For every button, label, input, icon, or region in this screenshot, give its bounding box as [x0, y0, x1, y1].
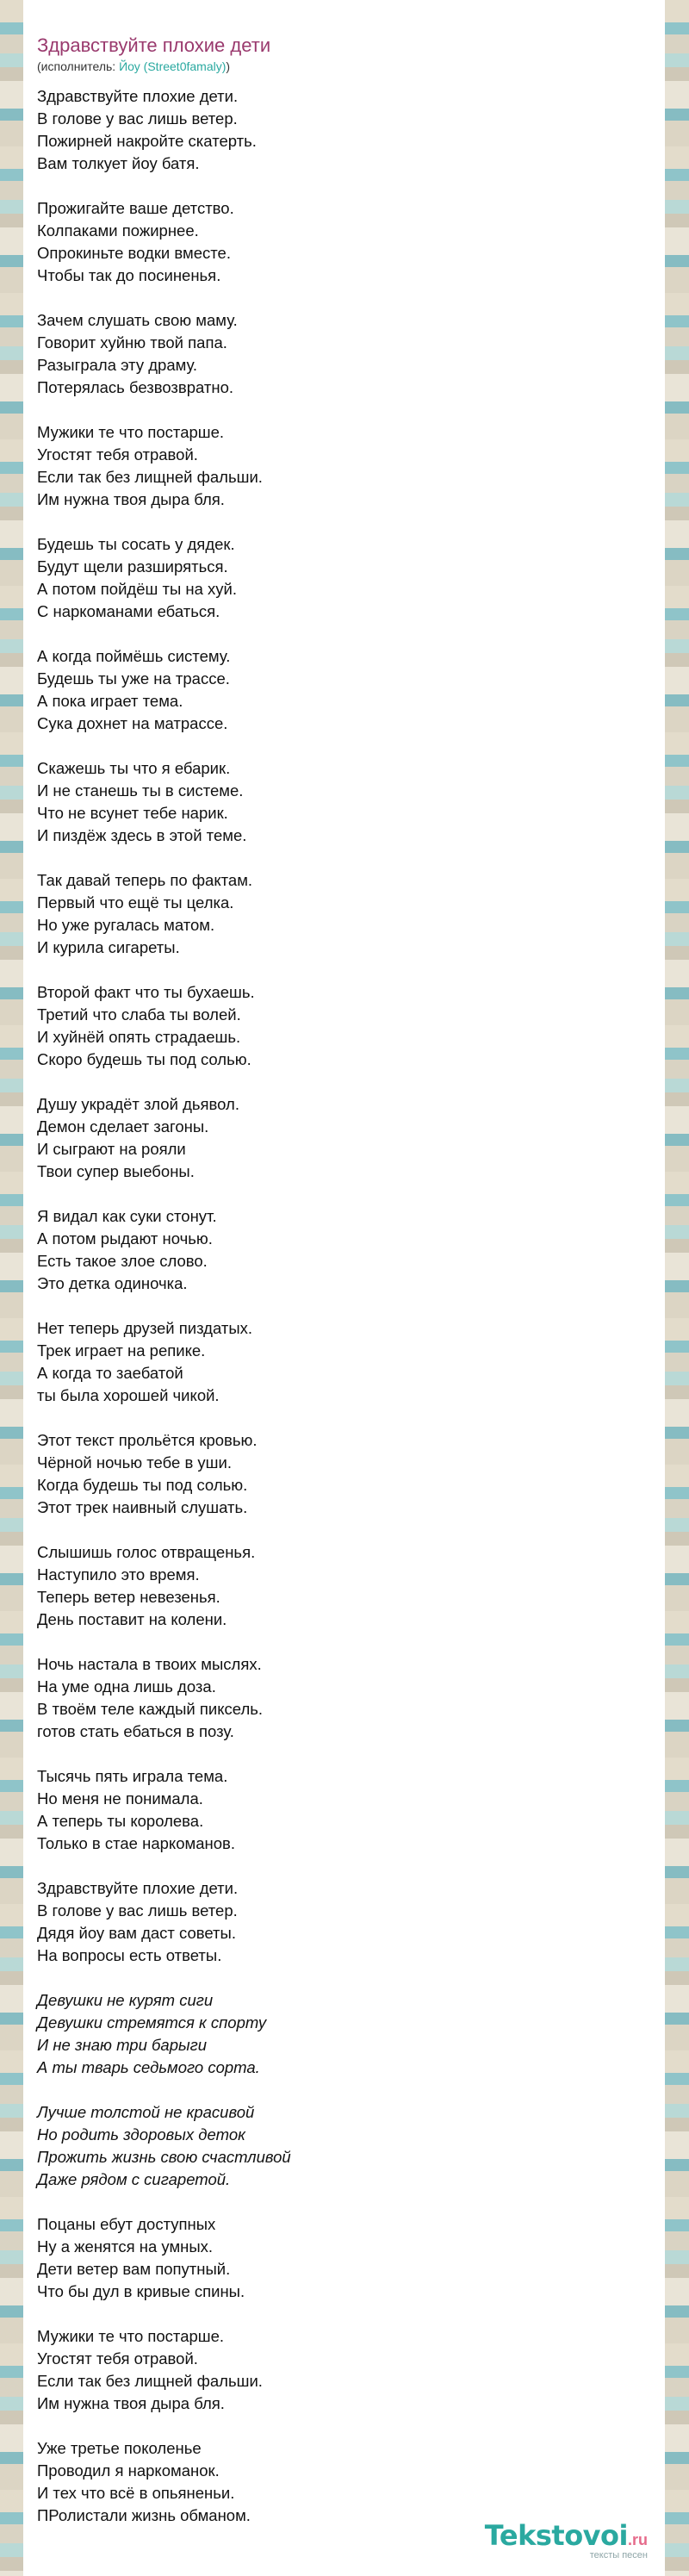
lyric-line: В твоём теле каждый пиксель. — [37, 1700, 264, 1718]
lyric-line: Трек играет на репике. — [37, 1341, 206, 1360]
lyric-line: Девушки не курят сиги — [37, 1991, 214, 2009]
lyrics-stanza — [37, 533, 640, 623]
logo-tld: .ru — [627, 2531, 648, 2548]
lyrics-stanza — [37, 1541, 640, 1631]
lyric-line: А ты тварь седьмого сорта. — [37, 2058, 260, 2076]
lyric-line: Опрокиньте водки вместе. — [37, 244, 231, 262]
logo-tagline: тексты песен — [589, 2550, 648, 2560]
lyric-line: Но меня не понимала. — [37, 1789, 203, 1808]
lyric-line: Даже рядом с сигаретой. — [37, 2170, 231, 2188]
lyric-line: Этот трек наивный слушать. — [37, 1498, 248, 1516]
lyric-line: Зачем слушать свою маму. — [37, 311, 238, 329]
lyrics-stanza — [37, 1653, 640, 1743]
artist-line — [37, 59, 270, 74]
lyrics-stanza — [37, 2325, 640, 2415]
page-container — [23, 0, 665, 2576]
lyric-line: А потом рыдают ночью. — [37, 1229, 213, 1248]
lyric-line: Пожирней накройте скатерть. — [37, 132, 257, 150]
lyric-line: Этот текст прольётся кровью. — [37, 1431, 258, 1449]
lyric-line: Угостят тебя отравой. — [37, 2349, 198, 2368]
lyrics-stanza — [37, 1317, 640, 1407]
lyric-line: На вопросы есть ответы. — [37, 1946, 222, 1964]
lyric-line: Только в стае наркоманов. — [37, 1834, 235, 1852]
lyric-line: Потерялась безвозвратно. — [37, 378, 233, 396]
lyrics-stanza — [37, 2101, 640, 2191]
lyric-line: На уме одна лишь доза. — [37, 1677, 216, 1696]
lyrics-stanza — [37, 421, 640, 511]
lyric-line: Но уже ругалась матом. — [37, 916, 215, 934]
lyric-line: Сука дохнет на матрассе. — [37, 714, 228, 732]
lyric-line: Демон сделает загоны. — [37, 1117, 209, 1136]
lyric-line: И пиздёж здесь в этой теме. — [37, 826, 247, 844]
lyrics-stanza — [37, 1205, 640, 1295]
lyric-line: Вам толкует йоу батя. — [37, 154, 200, 172]
lyric-line: Нет теперь друзей пиздатых. — [37, 1319, 253, 1337]
lyric-line: Будешь ты сосать у дядек. — [37, 535, 235, 553]
lyric-line: Когда будешь ты под солью. — [37, 1476, 248, 1494]
song-header — [37, 34, 270, 74]
lyric-line: Скажешь ты что я ебарик. — [37, 759, 231, 777]
lyric-line: Колпаками пожирнее. — [37, 221, 199, 240]
lyrics-stanza — [37, 309, 640, 399]
song-title: Здравствуйте плохие дети — [37, 34, 271, 56]
artist-suffix: ) — [226, 59, 231, 73]
lyric-line: И не станешь ты в системе. — [37, 781, 244, 800]
lyric-line: Но родить здоровых деток — [37, 2125, 245, 2144]
lyric-line: Говорит хуйню твой папа. — [37, 333, 227, 352]
lyric-line: Чтобы так до посиненья. — [37, 266, 221, 284]
lyric-line: В голове у вас лишь ветер. — [37, 109, 238, 128]
lyric-line: И тех что всё в опьяненьи. — [37, 2484, 235, 2502]
lyric-line: Мужики те что постарше. — [37, 423, 225, 441]
lyrics-stanza — [37, 1877, 640, 1967]
lyric-line: Есть такое злое слово. — [37, 1252, 208, 1270]
lyrics-stanza — [37, 2437, 640, 2527]
lyric-line: Здравствуйте плохие дети. — [37, 1879, 239, 1897]
lyrics-stanza — [37, 1989, 640, 2079]
lyric-line: ПРолистали жизнь обманом. — [37, 2506, 251, 2524]
lyric-line: Угостят тебя отравой. — [37, 445, 198, 464]
lyric-line: А когда то заебатой — [37, 1364, 183, 1382]
lyric-line: И не знаю три барыги — [37, 2036, 208, 2054]
lyric-line: Третий что слаба ты волей. — [37, 1005, 241, 1024]
lyric-line: Скоро будешь ты под солью. — [37, 1050, 251, 1068]
lyrics-stanza — [37, 981, 640, 1071]
lyric-line: Разыграла эту драму. — [37, 356, 198, 374]
lyric-line: Тысячь пять играла тема. — [37, 1767, 228, 1785]
artist-prefix: (исполнитель: — [37, 59, 120, 73]
lyric-line: И курила сигареты. — [37, 938, 180, 956]
site-logo[interactable] — [484, 2519, 648, 2560]
lyric-line: Если так без лищней фальши. — [37, 2372, 263, 2390]
lyric-line: Ну а женятся на умных. — [37, 2237, 214, 2256]
lyric-line: Уже третье поколенье — [37, 2439, 202, 2457]
lyric-line: Здравствуйте плохие дети. — [37, 87, 239, 105]
lyrics-body — [37, 85, 640, 2549]
lyric-line: Наступило это время. — [37, 1565, 200, 1584]
lyrics-stanza — [37, 1765, 640, 1855]
lyric-line: Твои супер выебоны. — [37, 1162, 195, 1180]
lyric-line: Так давай теперь по фактам. — [37, 871, 253, 889]
lyric-line: Будут щели разширяться. — [37, 557, 228, 576]
lyrics-stanza — [37, 1429, 640, 1519]
lyric-line: А когда поймёшь систему. — [37, 647, 231, 665]
lyric-line: Если так без лищней фальши. — [37, 468, 263, 486]
lyric-line: И сыграют на рояли — [37, 1140, 186, 1158]
lyric-line: В голове у вас лишь ветер. — [37, 1901, 238, 1920]
logo-text: Tekstovoi — [484, 2519, 628, 2552]
lyric-line: Слышишь голос отвращенья. — [37, 1543, 256, 1561]
lyric-line: Им нужна твоя дыра бля. — [37, 490, 225, 508]
lyric-line: Чёрной ночью тебе в уши. — [37, 1453, 232, 1472]
lyrics-stanza — [37, 757, 640, 847]
lyrics-stanza — [37, 85, 640, 175]
lyric-line: И хуйнёй опять страдаешь. — [37, 1028, 241, 1046]
lyric-line: Первый что ещё ты целка. — [37, 893, 234, 912]
lyric-line: Девушки стремятся к спорту — [37, 2013, 267, 2032]
lyric-line: Поцаны ебут доступных — [37, 2215, 216, 2233]
lyric-line: Будешь ты уже на трассе. — [37, 669, 230, 688]
lyric-line: Прожигайте ваше детство. — [37, 199, 234, 217]
lyric-line: Им нужна твоя дыра бля. — [37, 2394, 225, 2412]
lyric-line: С наркоманами ебаться. — [37, 602, 220, 620]
lyrics-stanza — [37, 2213, 640, 2303]
lyric-line: Проводил я наркоманок. — [37, 2461, 220, 2480]
lyric-line: Что не всунет тебе нарик. — [37, 804, 228, 822]
lyric-line: А потом пойдёш ты на хуй. — [37, 580, 238, 598]
lyric-line: Душу украдёт злой дьявол. — [37, 1095, 239, 1113]
lyric-line: готов стать ебаться в позу. — [37, 1722, 234, 1740]
lyric-line: Я видал как суки стонут. — [37, 1207, 217, 1225]
lyrics-stanza — [37, 197, 640, 287]
lyric-line: Ночь настала в твоих мыслях. — [37, 1655, 262, 1673]
lyric-line: А пока играет тема. — [37, 692, 183, 710]
lyric-line: Прожить жизнь свою счастливой — [37, 2148, 291, 2166]
lyric-line: Дядя йоу вам даст советы. — [37, 1924, 236, 1942]
lyric-line: Теперь ветер невезенья. — [37, 1588, 220, 1606]
lyric-line: Это детка одиночка. — [37, 1274, 188, 1292]
lyric-line: А теперь ты королева. — [37, 1812, 204, 1830]
lyric-line: Второй факт что ты бухаешь. — [37, 983, 255, 1001]
artist-link[interactable]: Йоу (Street0famaly) — [119, 59, 227, 73]
lyrics-stanza — [37, 869, 640, 959]
lyrics-stanza — [37, 1093, 640, 1183]
lyrics-stanza — [37, 645, 640, 735]
lyric-line: Лучше толстой не красивой — [37, 2103, 255, 2121]
lyric-line: ты была хорошей чикой. — [37, 1386, 220, 1404]
lyric-line: День поставит на колени. — [37, 1610, 227, 1628]
lyric-line: Мужики те что постарше. — [37, 2327, 225, 2345]
lyric-line: Что бы дул в кривые спины. — [37, 2282, 245, 2300]
lyric-line: Дети ветер вам попутный. — [37, 2260, 231, 2278]
